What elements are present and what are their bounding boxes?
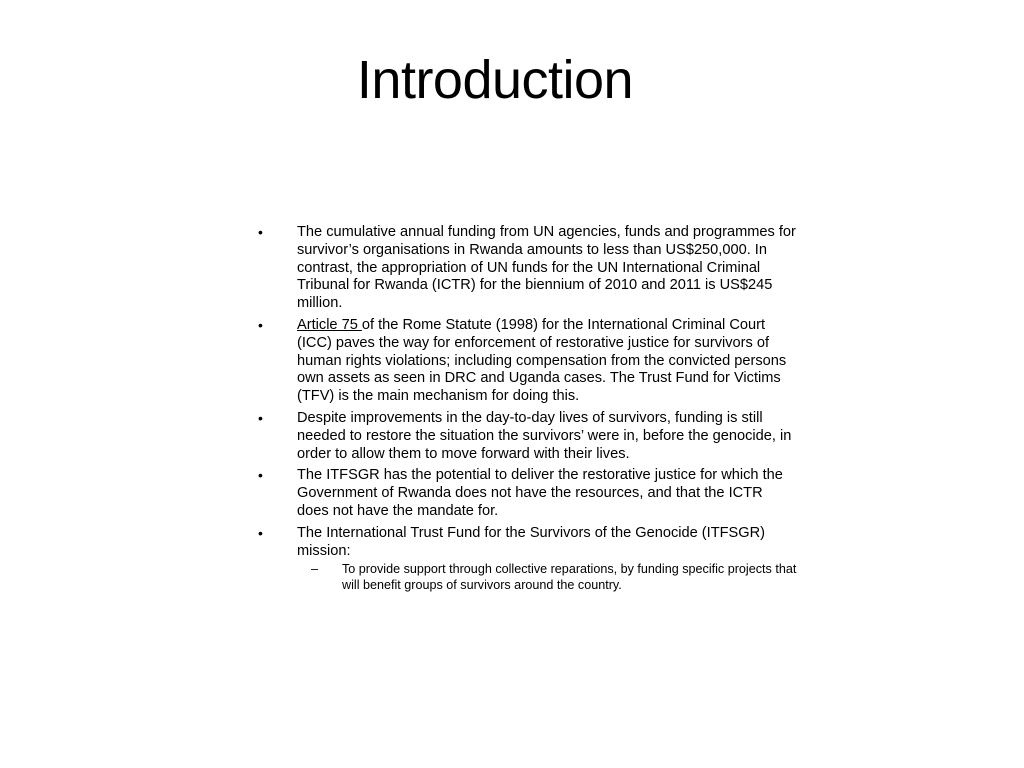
sub-bullet-text: To provide support through collective reparations, by funding specific projects that will benefit groups of survivors around the country. <box>342 562 797 593</box>
bullet-marker: • <box>258 467 263 484</box>
bullet-item <box>258 525 798 561</box>
bullet-item <box>258 467 798 520</box>
bullet-marker: • <box>258 224 263 240</box>
bullet-item <box>258 317 798 406</box>
slide-title: Introduction <box>356 50 634 110</box>
bullet-list <box>258 224 798 593</box>
bullet-text: The ITFSGR has the potential to deliver the restorative justice for which the Government of Rwanda does not have the resources, and that the ICTR does not have the mandate for. <box>297 467 783 519</box>
bullet-item <box>258 224 798 313</box>
bullet-text-container <box>297 317 798 406</box>
bullet-marker: • <box>258 316 263 333</box>
bullet-marker: • <box>258 409 263 426</box>
bullet-text: The cumulative annual funding from UN agencies, funds and programmes for survivor’s organisations in Rwanda amounts to less than US$250,000. In contrast, the appropriation of UN funds for the UN International Criminal Tribunal for Rwanda (ICTR) for the biennium of 2010 and 2011 is US$245 million. <box>297 224 796 312</box>
bullet-marker: • <box>258 524 263 541</box>
bullet-text: Despite improvements in the day-to-day lives of survivors, funding is still needed to restore the situation the survivors’ were in, before the genocide, in order to allow them to move forward with their lives. <box>297 409 792 462</box>
sub-bullet-marker: – <box>311 562 319 577</box>
article-75-link[interactable]: Article 75 <box>297 316 362 333</box>
bullet-text: of the Rome Statute (1998) for the International Criminal Court (ICC) paves the way for enforcement of restorative justice for survivors of human rights violations; including compensation from the convicted persons own assets as seen in DRC and Uganda cases. The Trust Fund for Victims (TFV) is the main mechanism for doing this. <box>297 316 787 405</box>
bullet-text: The International Trust Fund for the Survivors of the Genocide (ITFSGR) mission: <box>297 524 766 559</box>
bullet-item <box>258 410 798 463</box>
sub-bullet-item <box>311 561 798 593</box>
